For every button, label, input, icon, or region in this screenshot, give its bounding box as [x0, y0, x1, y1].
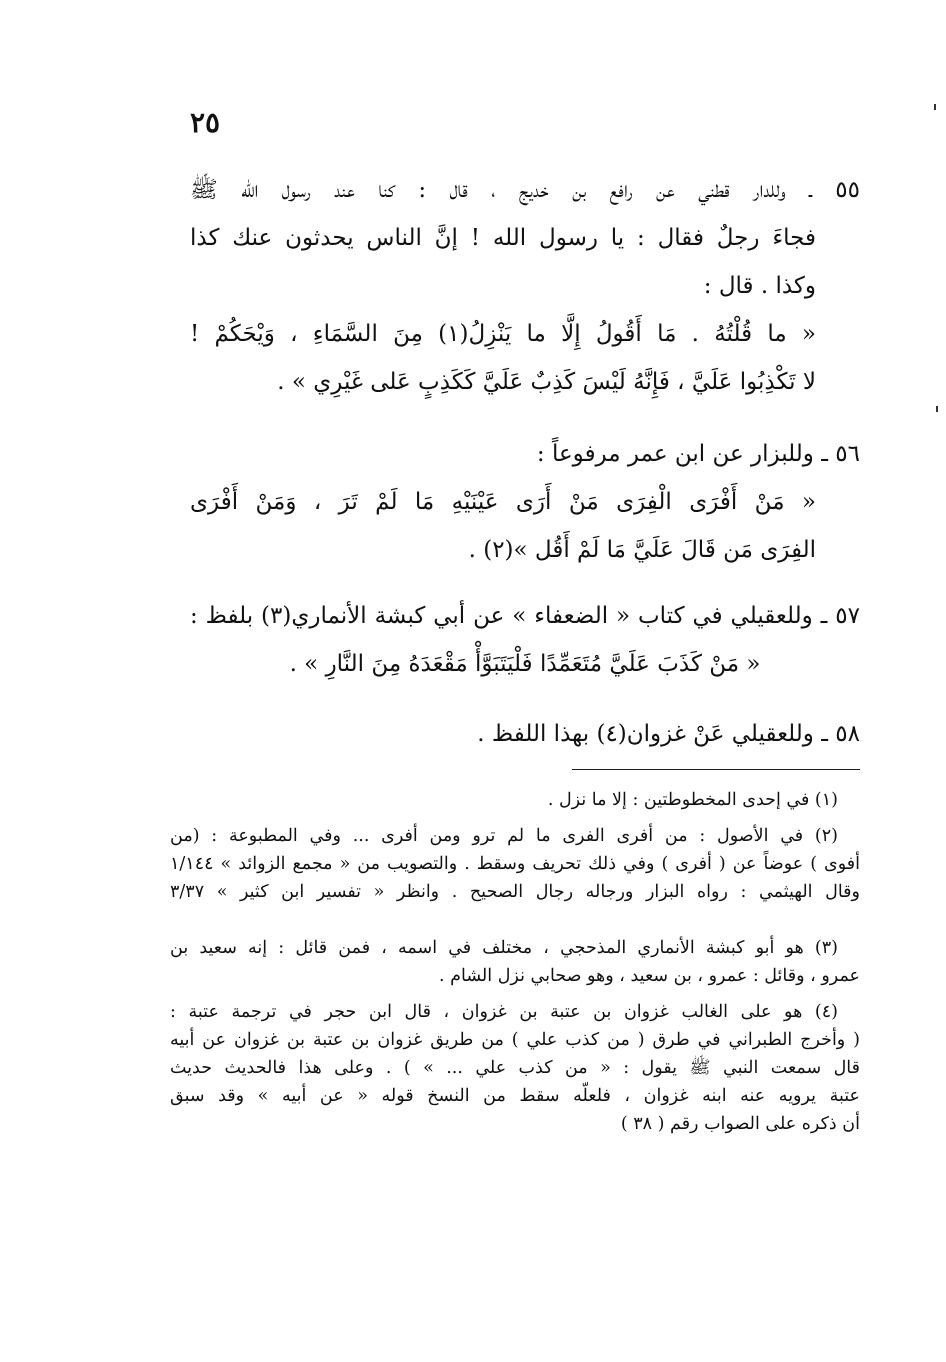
footnote-line: (١) في إحدى المخطوطتين : إلا ما نزل .	[547, 790, 838, 810]
footnote-line: ( وأخرج الطبراني في طرق ( من كذب علي ) من طريق غزوان بن عتبة بن غزوان عن أبيه	[170, 1030, 860, 1050]
quoted-hadith-line: « مَنْ أَفْرَى الْفِرَى مَنْ أَرَى عَيْنَيْهِ مَا لَمْ تَرَ ، وَمَنْ أَفْرَى	[190, 489, 816, 515]
quoted-hadith-line: « مَنْ كَذَبَ عَلَيَّ مُتَعَمِّدًا فَلْيَتَبَوَّأْ مَقْعَدَهُ مِنَ النَّارِ » .	[289, 651, 761, 677]
footnote-line: قال سمعت النبي ﷺ يقول : « من كذب علي ... » ) . وعلى هذا فالحديث حديث	[170, 1058, 860, 1078]
text-line: فجاءَ رجلٌ فقال : يا رسول الله ! إنَّ الناس يحدثون عنك كذا	[190, 225, 816, 251]
footnote-4	[170, 998, 860, 1138]
footnote-line: أفوى ) عوضاً عن ( أفرى ) وفي ذلك تحريف وسقط . والتصويب من « مجمع الزوائد » ١/١٤٤	[170, 854, 860, 874]
footnote-line: (٤) هو على الغالب غزوان بن عتبة بن غزوان ، قال ابن حجر في ترجمة عتبة :	[170, 1002, 838, 1022]
text-line: ٥٨ ـ وللعقيلي عَنْ غزوان(٤) بهذا اللفظ .	[477, 721, 860, 747]
footnote-line: وقال الهيثمي : رواه البزار ورجاله رجال الصحيح . وانظر « تفسير ابن كثير » ٣/٣٧	[170, 882, 860, 902]
quoted-hadith-line: « ما قُلْتُهُ . مَا أَقُولُ إِلَّا ما يَنْزِلُ(١) مِنَ السَّمَاءِ ، وَيْحَكُمْ !	[190, 321, 817, 347]
footnote-1	[170, 786, 860, 814]
footnote-line: (٢) في الأصول : من أفرى الفرى ما لم ترو ومن أفرى ... وفي المطبوعة : (من	[170, 826, 838, 846]
scan-speck	[936, 406, 938, 412]
text-line: ٥٥ ـ وللدار قطني عن رافع بن خديج ، قال : كنا عند رسول الله ﷺ	[190, 177, 860, 203]
scan-speck	[934, 104, 936, 110]
footnote-line: أن ذكره على الصواب رقم ( ٣٨ )	[620, 1114, 860, 1134]
hadith-entry-55	[190, 166, 860, 406]
footnote-separator	[572, 769, 860, 770]
footnote-line: عتبة يرويه عنه ابنه غزوان ، فلعلّه سقط من النسخ قوله « عن أبيه » وقد سبق	[170, 1086, 860, 1106]
footnote-line: عمرو ، وقائل : عمرو ، بن سعيد ، وهو صحابي نزل الشام .	[439, 966, 860, 986]
text-line: ٥٧ ـ وللعقيلي في كتاب « الضعفاء » عن أبي كبشة الأنماري(٣) بلفظ :	[190, 603, 860, 629]
text-line: ٥٦ ـ وللبزار عن ابن عمر مرفوعاً :	[536, 441, 860, 467]
quoted-hadith-line: الفِرَى مَن قَالَ عَلَيَّ مَا لَمْ أَقُل »(٢) .	[468, 537, 816, 563]
text-line: وكذا . قال :	[703, 273, 816, 299]
page-number: ٢٥	[190, 106, 221, 139]
footnote-2	[170, 822, 860, 906]
hadith-entry-57	[190, 592, 860, 688]
footnote-line: (٣) هو أبو كبشة الأنماري المذحجي ، مختلف في اسمه ، فمن قائل : إنه سعيد بن	[170, 938, 838, 958]
footnote-3	[170, 934, 860, 990]
hadith-entry-56	[190, 430, 860, 574]
quoted-hadith-line: لا تَكْذِبُوا عَلَيَّ ، فَإِنَّهُ لَيْسَ كَذِبٌ عَلَيَّ كَكَذِبٍ عَلى غَيْرِي » .	[277, 369, 816, 395]
hadith-entry-58	[190, 710, 860, 758]
